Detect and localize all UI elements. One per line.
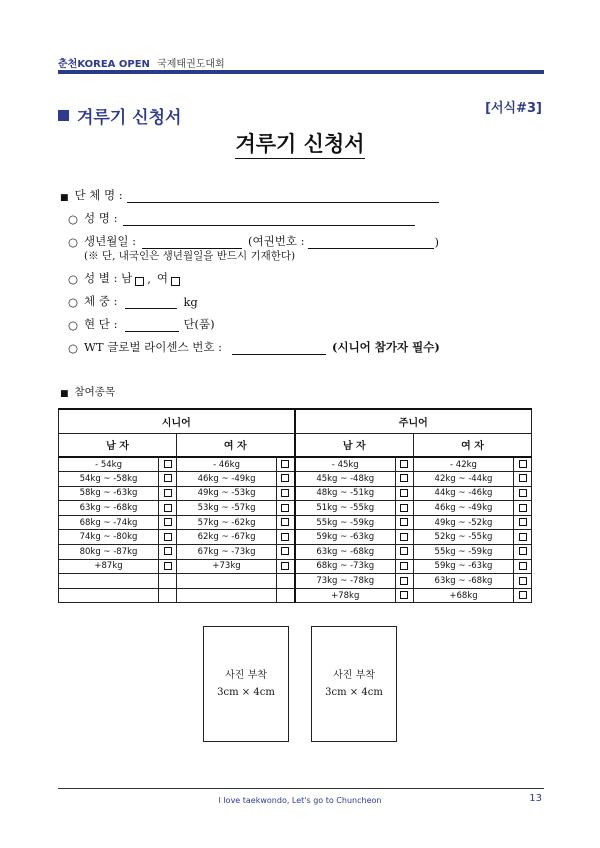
checkbox[interactable] (519, 562, 527, 570)
checkbox[interactable] (519, 504, 527, 512)
weight-class-cell: 59kg ~ -63kg (413, 559, 513, 574)
weight-class-checkbox-cell[interactable] (159, 472, 177, 487)
weight-class-checkbox-cell[interactable] (514, 472, 532, 487)
weight-class-cell: 74kg ~ -80kg (59, 530, 159, 545)
junior-male-header: 남 자 (295, 433, 414, 457)
weight-class-checkbox-cell[interactable] (514, 530, 532, 545)
checkbox[interactable] (164, 562, 172, 570)
checkbox[interactable] (519, 591, 527, 599)
license-row (68, 339, 440, 355)
circle-bullet-icon: ○ (68, 235, 79, 249)
weight-class-cell: 49kg ~ -52kg (413, 515, 513, 530)
checkbox[interactable] (400, 474, 408, 482)
checkbox[interactable] (519, 577, 527, 585)
weight-class-cell: 73kg ~ -78kg (295, 574, 396, 589)
weight-class-cell: 51kg ~ -55kg (295, 501, 396, 516)
weight-class-checkbox-cell[interactable] (514, 501, 532, 516)
birth-row (68, 233, 439, 249)
weight-class-cell: 46kg ~ -49kg (413, 501, 513, 516)
checkbox[interactable] (164, 504, 172, 512)
photo-size: 3cm × 4cm (217, 687, 275, 698)
weight-class-cell: 63kg ~ -68kg (413, 574, 513, 589)
checkbox[interactable] (400, 518, 408, 526)
header-subtitle: 국제태권도대회 (157, 59, 225, 70)
section-title (58, 103, 181, 128)
weight-class-cell (177, 588, 277, 603)
weight-class-cell: +78kg (295, 588, 396, 603)
passport-label: (여권번호 : (248, 234, 305, 248)
senior-male-header: 남 자 (59, 433, 177, 457)
weight-class-cell: 62kg ~ -67kg (177, 530, 277, 545)
weight-class-cell: 49kg ~ -53kg (177, 486, 277, 501)
weight-class-cell: 55kg ~ -59kg (413, 545, 513, 560)
weight-class-checkbox-cell (159, 574, 177, 589)
header-brand: 춘천KOREA OPEN (58, 59, 150, 70)
photo-box-2 (311, 626, 397, 742)
events-table (58, 408, 532, 603)
square-bullet-icon: ■ (60, 193, 69, 203)
photo-label: 사진 부착 (333, 670, 375, 681)
events-heading (60, 384, 115, 399)
form-number: [서식#3] (485, 101, 542, 116)
license-label: WT 글로벌 라이센스 번호 : (84, 340, 223, 354)
weight-class-cell: 52kg ~ -55kg (413, 530, 513, 545)
weight-class-checkbox-cell[interactable] (159, 530, 177, 545)
weight-class-cell: 67kg ~ -73kg (177, 545, 277, 560)
weight-class-cell: - 45kg (295, 457, 396, 472)
weight-class-cell: 53kg ~ -57kg (177, 501, 277, 516)
team-name-label: 단 체 명 : (74, 188, 123, 202)
senior-header: 시니어 (59, 409, 295, 433)
weight-class-checkbox-cell[interactable] (514, 559, 532, 574)
checkbox[interactable] (164, 518, 172, 526)
weight-class-checkbox-cell[interactable] (395, 588, 413, 603)
weight-class-cell: - 42kg (413, 457, 513, 472)
weight-class-checkbox-cell[interactable] (395, 515, 413, 530)
table-row (59, 574, 532, 589)
table-row (59, 457, 532, 472)
photo-size: 3cm × 4cm (325, 687, 383, 698)
checkbox[interactable] (519, 547, 527, 555)
gender-row (68, 270, 183, 286)
license-note: (시니어 참가자 필수) (332, 340, 440, 354)
table-row (59, 545, 532, 560)
weight-class-cell: 54kg ~ -58kg (59, 472, 159, 487)
passport-field[interactable] (308, 236, 434, 249)
team-name-row (60, 187, 439, 203)
events-label: 참여종목 (74, 386, 116, 398)
circle-bullet-icon: ○ (68, 295, 79, 309)
weight-class-checkbox-cell[interactable] (159, 559, 177, 574)
weight-class-checkbox-cell[interactable] (395, 574, 413, 589)
weight-field[interactable] (125, 296, 177, 309)
weight-class-checkbox-cell[interactable] (159, 515, 177, 530)
rank-row (68, 316, 215, 332)
weight-class-checkbox-cell[interactable] (159, 501, 177, 516)
female-label: 여 (156, 271, 168, 285)
weight-row (68, 293, 198, 309)
circle-bullet-icon: ○ (68, 318, 79, 332)
table-row (59, 486, 532, 501)
checkbox[interactable] (281, 518, 289, 526)
weight-class-cell (59, 588, 159, 603)
weight-class-cell: - 54kg (59, 457, 159, 472)
weight-class-checkbox-cell[interactable] (395, 457, 413, 472)
checkbox[interactable] (281, 533, 289, 541)
checkbox[interactable] (164, 547, 172, 555)
weight-class-cell: 46kg ~ -49kg (177, 472, 277, 487)
page-header (58, 55, 225, 70)
weight-class-cell: 68kg ~ -73kg (295, 559, 396, 574)
weight-unit: kg (183, 295, 198, 309)
checkbox[interactable] (519, 460, 527, 468)
weight-class-cell: +87kg (59, 559, 159, 574)
weight-class-checkbox-cell[interactable] (514, 457, 532, 472)
rank-field[interactable] (125, 319, 179, 332)
checkbox[interactable] (281, 562, 289, 570)
weight-class-cell (177, 574, 277, 589)
circle-bullet-icon: ○ (68, 341, 79, 355)
weight-class-checkbox-cell[interactable] (395, 472, 413, 487)
weight-class-cell: 63kg ~ -68kg (59, 501, 159, 516)
weight-class-cell: 55kg ~ -59kg (295, 515, 396, 530)
name-label: 성 명 : (84, 211, 118, 225)
checkbox[interactable] (519, 518, 527, 526)
male-checkbox[interactable] (135, 277, 144, 286)
table-row (59, 530, 532, 545)
table-row (59, 501, 532, 516)
square-bullet-icon: ■ (60, 389, 69, 399)
rank-label: 현 단 : (84, 317, 118, 331)
gender-label: 성 별 : 남 (84, 271, 133, 285)
checkbox[interactable] (281, 460, 289, 468)
weight-class-cell: - 46kg (177, 457, 277, 472)
weight-class-checkbox-cell[interactable] (514, 515, 532, 530)
weight-class-cell: 80kg ~ -87kg (59, 545, 159, 560)
photo-label: 사진 부착 (225, 670, 267, 681)
weight-class-checkbox-cell[interactable] (277, 501, 295, 516)
weight-class-checkbox-cell (277, 588, 295, 603)
weight-class-checkbox-cell[interactable] (159, 486, 177, 501)
weight-class-cell: +68kg (413, 588, 513, 603)
rank-unit: 단(품) (183, 317, 215, 331)
weight-class-checkbox-cell[interactable] (159, 457, 177, 472)
page-number: 13 (529, 793, 542, 804)
weight-class-checkbox-cell[interactable] (395, 530, 413, 545)
checkbox[interactable] (281, 489, 289, 497)
weight-class-checkbox-cell[interactable] (395, 486, 413, 501)
weight-class-cell: 59kg ~ -63kg (295, 530, 396, 545)
passport-close: ) (434, 235, 439, 249)
checkbox[interactable] (400, 562, 408, 570)
weight-class-checkbox-cell[interactable] (514, 545, 532, 560)
weight-class-checkbox-cell[interactable] (395, 501, 413, 516)
weight-class-checkbox-cell[interactable] (514, 588, 532, 603)
name-row (68, 210, 415, 226)
section-title-text: 겨루기 신청서 (77, 108, 182, 128)
checkbox[interactable] (400, 533, 408, 541)
weight-class-checkbox-cell[interactable] (395, 559, 413, 574)
weight-class-checkbox-cell[interactable] (277, 486, 295, 501)
license-field[interactable] (232, 342, 326, 355)
circle-bullet-icon: ○ (68, 272, 79, 286)
weight-class-cell: 57kg ~ -62kg (177, 515, 277, 530)
checkbox[interactable] (519, 489, 527, 497)
gender-separator: , (147, 272, 151, 286)
weight-class-checkbox-cell[interactable] (277, 472, 295, 487)
photo-box-1 (203, 626, 289, 742)
checkbox[interactable] (400, 547, 408, 555)
document-title-text: 겨루기 신청서 (235, 131, 364, 159)
birth-note: (※ 단, 내국인은 생년월일을 반드시 기재한다) (84, 250, 296, 262)
table-row (59, 472, 532, 487)
senior-female-header: 여 자 (177, 433, 295, 457)
weight-class-checkbox-cell[interactable] (514, 574, 532, 589)
checkbox[interactable] (400, 460, 408, 468)
checkbox[interactable] (281, 504, 289, 512)
header-rule (58, 70, 544, 74)
checkbox[interactable] (281, 474, 289, 482)
weight-class-checkbox-cell[interactable] (277, 545, 295, 560)
gender-header-row (59, 433, 532, 457)
weight-class-checkbox-cell[interactable] (277, 559, 295, 574)
weight-class-cell (59, 574, 159, 589)
checkbox[interactable] (164, 489, 172, 497)
weight-class-cell: 45kg ~ -48kg (295, 472, 396, 487)
weight-class-cell: 58kg ~ -63kg (59, 486, 159, 501)
weight-class-checkbox-cell[interactable] (514, 486, 532, 501)
weight-class-cell: 68kg ~ -74kg (59, 515, 159, 530)
weight-class-cell: 42kg ~ -44kg (413, 472, 513, 487)
weight-class-cell: +73kg (177, 559, 277, 574)
weight-label: 체 중 : (84, 294, 118, 308)
birth-label: 생년월일 : (84, 234, 137, 248)
junior-header: 주니어 (295, 409, 532, 433)
table-row (59, 559, 532, 574)
weight-class-checkbox-cell[interactable] (159, 545, 177, 560)
weight-class-cell: 44kg ~ -46kg (413, 486, 513, 501)
checkbox[interactable] (164, 474, 172, 482)
weight-class-checkbox-cell[interactable] (277, 530, 295, 545)
division-header-row (59, 409, 532, 433)
weight-class-checkbox-cell[interactable] (277, 515, 295, 530)
square-bullet-icon (58, 110, 69, 121)
checkbox[interactable] (164, 460, 172, 468)
checkbox[interactable] (164, 533, 172, 541)
weight-class-cell: 63kg ~ -68kg (295, 545, 396, 560)
checkbox[interactable] (519, 474, 527, 482)
female-checkbox[interactable] (171, 277, 180, 286)
team-name-field[interactable] (127, 190, 439, 203)
weight-class-checkbox-cell (277, 574, 295, 589)
weight-class-checkbox-cell (159, 588, 177, 603)
footer-text: I love taekwondo, Let's go to Chuncheon (218, 796, 382, 805)
junior-female-header: 여 자 (413, 433, 531, 457)
table-row (59, 515, 532, 530)
checkbox[interactable] (281, 547, 289, 555)
table-row (59, 588, 532, 603)
footer-rule (58, 788, 544, 789)
circle-bullet-icon: ○ (68, 212, 79, 226)
checkbox[interactable] (519, 533, 527, 541)
weight-class-checkbox-cell[interactable] (277, 457, 295, 472)
weight-class-checkbox-cell[interactable] (395, 545, 413, 560)
document-title (0, 128, 600, 158)
checkbox[interactable] (400, 489, 408, 497)
checkbox[interactable] (400, 591, 408, 599)
name-field[interactable] (123, 213, 415, 226)
checkbox[interactable] (400, 577, 408, 585)
checkbox[interactable] (400, 504, 408, 512)
weight-class-cell: 48kg ~ -51kg (295, 486, 396, 501)
